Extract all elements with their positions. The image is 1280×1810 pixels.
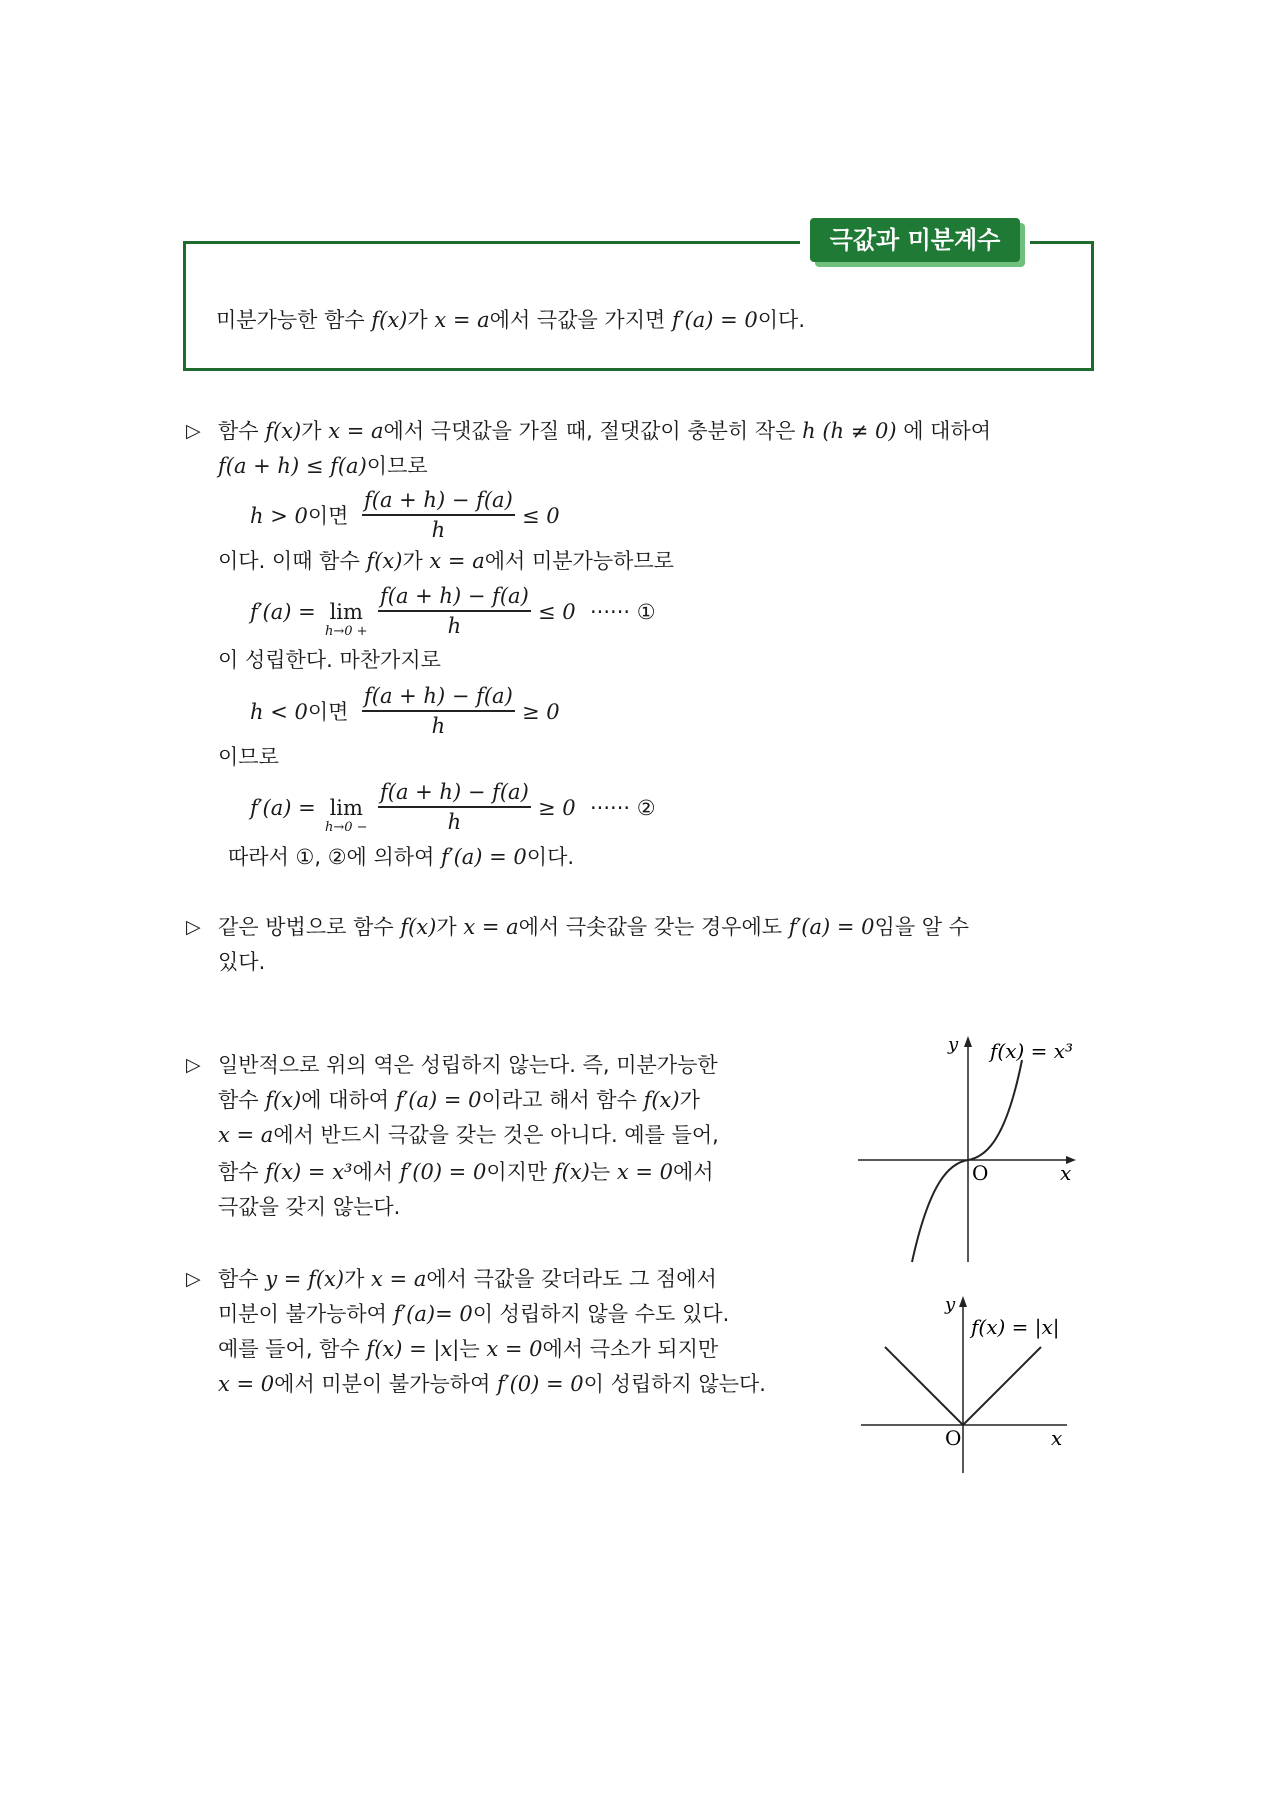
p1-line7 bbox=[250, 697, 348, 727]
p3-line1: 일반적으로 위의 역은 성립하지 않는다. 즉, 미분가능한 bbox=[218, 1053, 718, 1077]
math: f(x) bbox=[265, 1088, 302, 1112]
text: 이면 bbox=[307, 700, 349, 724]
text: 는 bbox=[459, 1337, 487, 1361]
text: 미분이 불가능하여 bbox=[218, 1302, 394, 1326]
text: 에 대하여 bbox=[896, 419, 992, 443]
math: x = a bbox=[328, 419, 384, 443]
lim-minus bbox=[325, 795, 368, 835]
math: x = 0 bbox=[218, 1372, 275, 1396]
p1-line8: 이므로 bbox=[218, 745, 279, 769]
math: y = f(x) bbox=[265, 1267, 345, 1291]
math: x = a bbox=[218, 1123, 274, 1147]
lim-sub: h→0 − bbox=[325, 820, 368, 835]
math: f(x) bbox=[553, 1160, 590, 1184]
text: 함수 bbox=[218, 1088, 266, 1112]
text: 에서 극값을 갖더라도 그 점에서 bbox=[426, 1267, 717, 1291]
p4-line4 bbox=[218, 1369, 766, 1399]
text: 미분가능한 함수 bbox=[216, 308, 372, 332]
dots-2: ······ ② bbox=[590, 796, 656, 820]
text: 에서 극댓값을 가질 때, 절댓값이 충분히 작은 bbox=[383, 419, 803, 443]
math: x = 0 bbox=[616, 1160, 674, 1184]
text: 가 bbox=[402, 549, 430, 573]
fraction-3 bbox=[362, 682, 515, 740]
frac-numerator: f(a + h) − f(a) bbox=[380, 780, 529, 804]
p4-line3 bbox=[218, 1334, 718, 1364]
text: 에서 미분이 불가능하여 bbox=[274, 1372, 498, 1396]
text: 같은 방법으로 함수 bbox=[218, 915, 401, 939]
math: f′(a)= 0 bbox=[393, 1302, 473, 1326]
math: h < 0 bbox=[250, 700, 308, 724]
text: 함수 bbox=[218, 1160, 266, 1184]
graph2-origin: O bbox=[945, 1426, 962, 1450]
math: x = a bbox=[429, 549, 485, 573]
p1-line6: 이 성립한다. 마찬가지로 bbox=[218, 648, 441, 672]
text: 이지만 bbox=[486, 1160, 554, 1184]
p1-line1 bbox=[218, 416, 991, 446]
p2-line2: 있다. bbox=[218, 950, 266, 974]
math: h > 0 bbox=[250, 504, 308, 528]
p2-line1 bbox=[218, 912, 969, 942]
text: 에 대하여 bbox=[301, 1088, 396, 1112]
math: x = a bbox=[371, 1267, 427, 1291]
p1-line10 bbox=[228, 842, 574, 872]
lim-sub: h→0 + bbox=[325, 624, 368, 639]
theorem-title: 극값과 미분계수 bbox=[810, 218, 1020, 262]
math: f(a + h) ≤ f(a) bbox=[218, 454, 367, 478]
math: f′(a) = 0 bbox=[395, 1088, 482, 1112]
fprime-a: f′(a) = bbox=[250, 600, 316, 624]
bullet-4: ▷ bbox=[186, 1268, 201, 1290]
text: 이 성립하지 않을 수도 있다. bbox=[472, 1302, 730, 1326]
lim-plus bbox=[325, 599, 368, 639]
graph1-x-label: x bbox=[1060, 1161, 1072, 1185]
lim: lim bbox=[329, 600, 363, 624]
text: 가 bbox=[407, 308, 435, 332]
bullet-3: ▷ bbox=[186, 1054, 201, 1076]
graph2-y-label: y bbox=[945, 1294, 956, 1315]
graph1-y-label: y bbox=[948, 1034, 959, 1055]
text: 이다. bbox=[757, 308, 805, 332]
text: 이다. bbox=[526, 845, 575, 869]
math: f(x) = x³ bbox=[265, 1160, 353, 1184]
frac-denominator: h bbox=[447, 809, 462, 834]
frac-denominator: h bbox=[431, 713, 446, 738]
math: x = 0 bbox=[486, 1337, 543, 1361]
math: f(x) bbox=[265, 419, 302, 443]
text: 에서 극값을 가지면 bbox=[489, 308, 672, 332]
math: f′(0) = 0 bbox=[497, 1372, 584, 1396]
p3-line3 bbox=[218, 1120, 719, 1150]
math: f′(a) = 0 bbox=[441, 845, 527, 869]
fraction-1 bbox=[362, 486, 515, 544]
text: 이라고 해서 함수 bbox=[481, 1088, 644, 1112]
math: (h ≠ 0) bbox=[815, 419, 897, 443]
math: x = a bbox=[434, 308, 490, 332]
text: 이다. 이때 함수 bbox=[218, 549, 367, 573]
frac-denominator: h bbox=[431, 517, 446, 542]
frac-numerator: f(a + h) − f(a) bbox=[380, 584, 529, 608]
le-zero: ≤ 0 bbox=[522, 504, 560, 528]
math: f(x) bbox=[400, 915, 437, 939]
text: 에서 bbox=[673, 1160, 714, 1184]
bullet-2: ▷ bbox=[186, 916, 201, 938]
le-zero-2: ≤ 0 bbox=[538, 600, 576, 624]
p3-line5: 극값을 갖지 않는다. bbox=[218, 1195, 401, 1219]
text: 에서 반드시 극값을 갖는 것은 아니다. 예를 들어, bbox=[273, 1123, 719, 1147]
math: f′(a) = 0 bbox=[671, 308, 758, 332]
text: 가 bbox=[301, 419, 329, 443]
ge-zero-2: ≥ 0 bbox=[538, 796, 576, 820]
dots-1: ······ ① bbox=[590, 600, 656, 624]
text: 에서 극소가 되지만 bbox=[542, 1337, 719, 1361]
math: f′(0) = 0 bbox=[399, 1160, 487, 1184]
ge-zero: ≥ 0 bbox=[522, 700, 560, 724]
y-arrow bbox=[964, 1036, 972, 1047]
text: 가 bbox=[436, 915, 464, 939]
p4-line1 bbox=[218, 1264, 717, 1294]
text: 이면 bbox=[307, 504, 349, 528]
fprime-a-2: f′(a) = bbox=[250, 796, 316, 820]
text: 따라서 ①, ②에 의하여 bbox=[228, 845, 442, 869]
p3-line2 bbox=[218, 1085, 700, 1115]
p1-line2 bbox=[218, 451, 428, 481]
graph1-origin: O bbox=[972, 1161, 989, 1185]
text: 가 bbox=[344, 1267, 372, 1291]
frac-numerator: f(a + h) − f(a) bbox=[364, 488, 513, 512]
theorem-statement bbox=[216, 305, 805, 335]
text: 는 bbox=[589, 1160, 617, 1184]
math: f(x) bbox=[643, 1088, 680, 1112]
p1-line3 bbox=[250, 501, 348, 531]
graph2-func-label: f(x) = |x| bbox=[971, 1315, 1060, 1339]
graph-cubic bbox=[850, 1030, 1090, 1270]
math: f(x) bbox=[366, 549, 403, 573]
text: 이므로 bbox=[366, 454, 428, 478]
math: h bbox=[802, 419, 816, 443]
graph1-func-label: f(x) = x³ bbox=[990, 1039, 1074, 1063]
p4-line2 bbox=[218, 1299, 729, 1329]
cubic-curve bbox=[912, 1060, 1022, 1262]
graph-abs bbox=[855, 1290, 1085, 1480]
bullet-1: ▷ bbox=[186, 420, 201, 442]
lim: lim bbox=[329, 796, 363, 820]
math: f(x) = |x| bbox=[366, 1337, 460, 1361]
frac-denominator: h bbox=[447, 613, 462, 638]
math: f(x) bbox=[371, 308, 408, 332]
text: 임을 알 수 bbox=[874, 915, 970, 939]
text: 에서 bbox=[352, 1160, 400, 1184]
fraction-4 bbox=[378, 778, 531, 836]
graph2-x-label: x bbox=[1051, 1426, 1063, 1450]
y-arrow bbox=[959, 1296, 967, 1307]
text: 함수 bbox=[218, 419, 266, 443]
math: x = a bbox=[463, 915, 519, 939]
text: 가 bbox=[679, 1088, 700, 1112]
text: 이 성립하지 않는다. bbox=[583, 1372, 766, 1396]
text: 함수 bbox=[218, 1267, 266, 1291]
text: 예를 들어, 함수 bbox=[218, 1337, 367, 1361]
text: 에서 미분가능하므로 bbox=[484, 549, 674, 573]
p3-line4 bbox=[218, 1157, 714, 1187]
math: f′(a) = 0 bbox=[788, 915, 875, 939]
text: 에서 극솟값을 갖는 경우에도 bbox=[518, 915, 789, 939]
frac-numerator: f(a + h) − f(a) bbox=[364, 684, 513, 708]
fraction-2 bbox=[378, 582, 531, 640]
p1-line4 bbox=[218, 546, 674, 576]
